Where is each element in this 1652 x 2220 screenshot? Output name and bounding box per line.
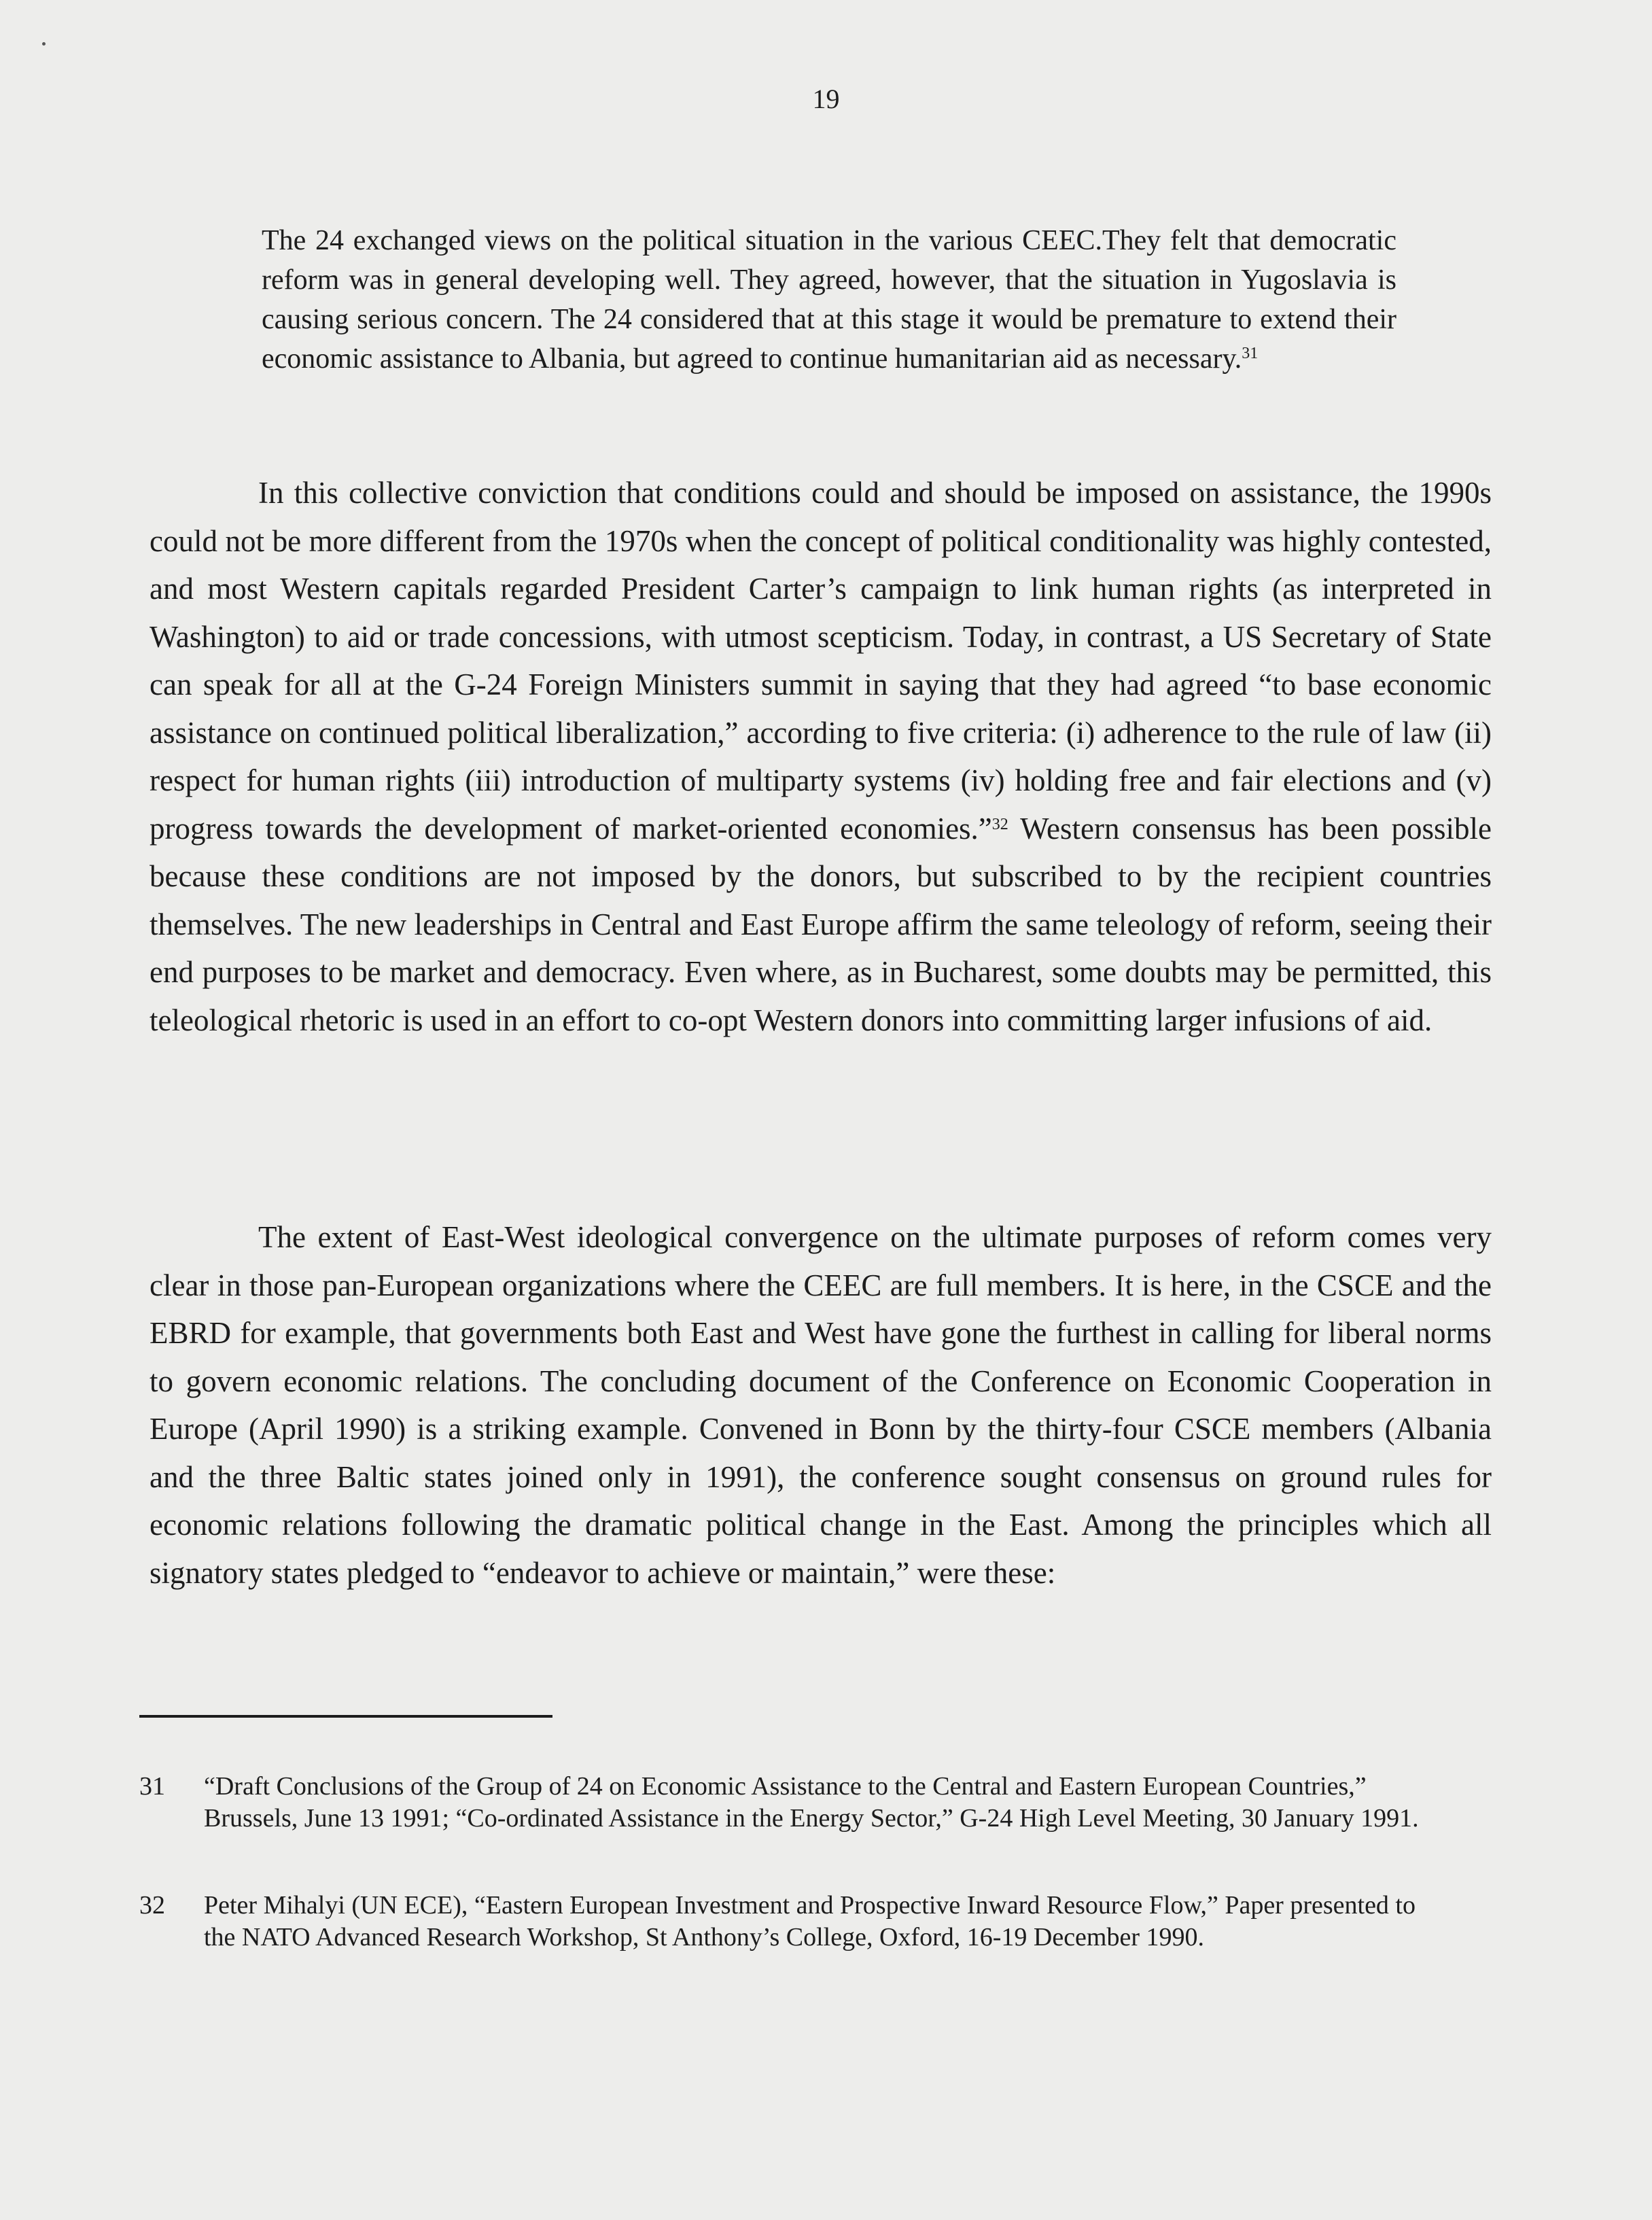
- body-paragraph: [150, 469, 1492, 1044]
- body-paragraph: [150, 1213, 1492, 1597]
- footnote-text: “Draft Conclusions of the Group of 24 on Economic Assistance to the Central and Eastern European Countries,” Brussels, June 13 1991; “Co-ordinated Assistance in the Energy Sector,” G-24 High Level Meeting, 30 January 1991.: [204, 1772, 1419, 1833]
- paragraph-text: The extent of East-West ideological convergence on the ultimate purposes of reform comes very clear in those pan-European organizations where the CEEC are full members. It is here, in the CSCE and the EBRD for example, that governments both East and West have gone the furthest in calling for liberal norms to govern economic relations. The concluding document of the Conference on Economic Cooperation in Europe (April 1990) is a striking example. Convened in Bonn by the thirty-four CSCE members (Albania and the three Baltic states joined only in 1991), the conference sought consensus on ground rules for economic relations following the dramatic political change in the East. Among the principles which all signatory states pledged to “endeavor to achieve or maintain,” were these:: [150, 1220, 1492, 1590]
- page-number: 19: [812, 84, 840, 114]
- footnote-ref-32[interactable]: 32: [991, 815, 1008, 833]
- footnote-number: 31: [139, 1772, 165, 1801]
- footnote-ref-31[interactable]: 31: [1242, 345, 1259, 362]
- block-quote: [262, 221, 1396, 379]
- footnote-text: Peter Mihalyi (UN ECE), “Eastern European Investment and Prospective Inward Resource Flow,” Paper presented to the NATO Advanced Research Workshop, St Anthony’s College, Oxford, 16-19 December 1990.: [204, 1891, 1416, 1952]
- scan-speck: [42, 42, 46, 46]
- footnote-separator: [139, 1715, 552, 1718]
- paragraph-text-continued: Western consensus has been possible because these conditions are not imposed by the donors, but subscribed to by the recipient countries themselves. The new leaderships in Central and East Europe affirm the same teleology of reform, seeing their end purposes to be market and democracy. Even where, as in Bucharest, some doubts may be permitted, this teleological rhetoric is used in an effort to co-opt Western donors into committing larger infusions of aid.: [150, 811, 1492, 1037]
- block-quote-text: The 24 exchanged views on the political situation in the various CEEC.They felt that democratic reform was in general developing well. They agreed, however, that the situation in Yugoslavia is causing serious concern. The 24 considered that at this stage it would be premature to extend their economic assistance to Albania, but agreed to continue humanitarian aid as necessary.: [262, 225, 1396, 375]
- footnote-number: 32: [139, 1891, 165, 1920]
- paragraph-text: In this collective conviction that conditions could and should be imposed on assistance, the 1990s could not be more different from the 1970s when the concept of political conditionality was highly contested, and most Western capitals regarded President Carter’s campaign to link human rights (as interpreted in Washington) to aid or trade concessions, with utmost scepticism. Today, in contrast, a US Secretary of State can speak for all at the G-24 Foreign Ministers summit in saying that they had agreed “to base economic assistance on continued political liberalization,” according to five criteria: (i) adherence to the rule of law (ii) respect for human rights (iii) introduction of multiparty systems (iv) holding free and fair elections and (v) progress towards the development of market-oriented economies.”: [150, 476, 1492, 846]
